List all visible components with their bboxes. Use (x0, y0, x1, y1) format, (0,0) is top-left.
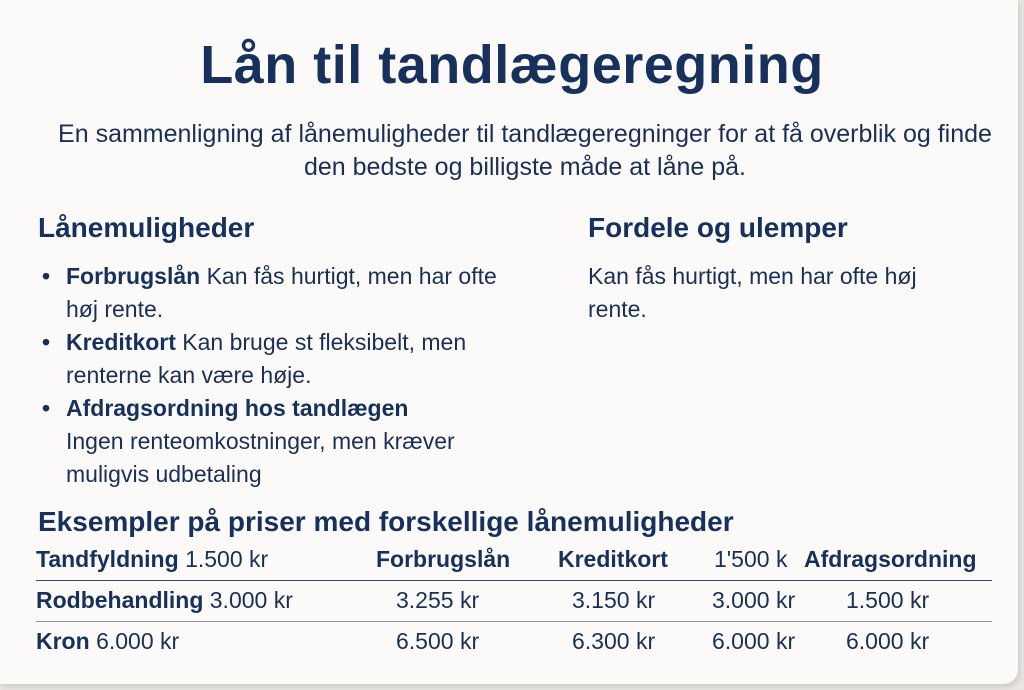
column-header-credit-card: Kreditkort (558, 546, 668, 572)
pros-cons-text: Kan fås hurtigt, men har ofte høj rente. (588, 263, 917, 322)
list-item (38, 260, 506, 326)
option-name: Afdragsordning hos tandlægen (66, 395, 409, 421)
option-description: Kan fås hurtigt, men har ofte høj rente. (66, 263, 497, 322)
bullet-icon: • (42, 395, 51, 421)
consumer-loan-price: 6.500 kr (396, 628, 480, 654)
page-title: Lån til tandlægeregning (200, 35, 824, 95)
column-header-installment: Afdragsordning (804, 546, 977, 572)
treatment-name: Kron (36, 628, 90, 654)
option-name: Forbrugslån (66, 263, 201, 289)
consumer-loan-price: 3.255 kr (396, 587, 480, 613)
credit-card-price: 6.300 kr (572, 628, 656, 654)
list-item (38, 326, 516, 392)
extra-price: 3.000 kr (712, 587, 796, 613)
bullet-icon: • (42, 329, 51, 355)
extra-price: 6.000 kr (712, 628, 796, 654)
header-treatment-price: 1.500 kr (185, 546, 269, 572)
option-description: Ingen renteomkostninger, men kræver muligvis udbetaling (66, 428, 455, 487)
table-row (36, 581, 992, 621)
table-row (36, 622, 992, 662)
row-treatment (36, 587, 293, 614)
loan-options-list (38, 260, 558, 491)
loan-options-heading: Lånemuligheder (38, 212, 255, 243)
price-table (36, 542, 992, 662)
price-examples-heading: Eksempler på priser med forskellige lånemuligheder (38, 506, 734, 537)
treatment-price: 3.000 kr (209, 587, 293, 613)
treatment-price: 6.000 kr (96, 628, 180, 654)
installment-price: 6.000 kr (846, 628, 930, 654)
installment-price: 1.500 kr (846, 587, 930, 613)
column-header-extra: 1'500 k (714, 546, 788, 572)
option-description: Kan bruge st fleksibelt, men renterne kan være høje. (66, 329, 467, 388)
list-item (38, 392, 536, 491)
page-subtitle: En sammenligning af lånemuligheder til tandlægeregninger for at få overblik og finde den bedste og billigste måde at låne på. (58, 120, 992, 181)
row-treatment (36, 628, 179, 655)
column-header-consumer-loan: Forbrugslån (376, 546, 511, 572)
treatment-name: Rodbehandling (36, 587, 204, 613)
option-name: Kreditkort (66, 329, 176, 355)
credit-card-price: 3.150 kr (572, 587, 656, 613)
table-header-row (36, 542, 992, 580)
pros-cons-heading: Fordele og ulemper (588, 212, 848, 243)
header-treatment-name: Tandfyldning (36, 546, 179, 572)
bullet-icon: • (42, 263, 51, 289)
header-treatment (36, 546, 268, 573)
